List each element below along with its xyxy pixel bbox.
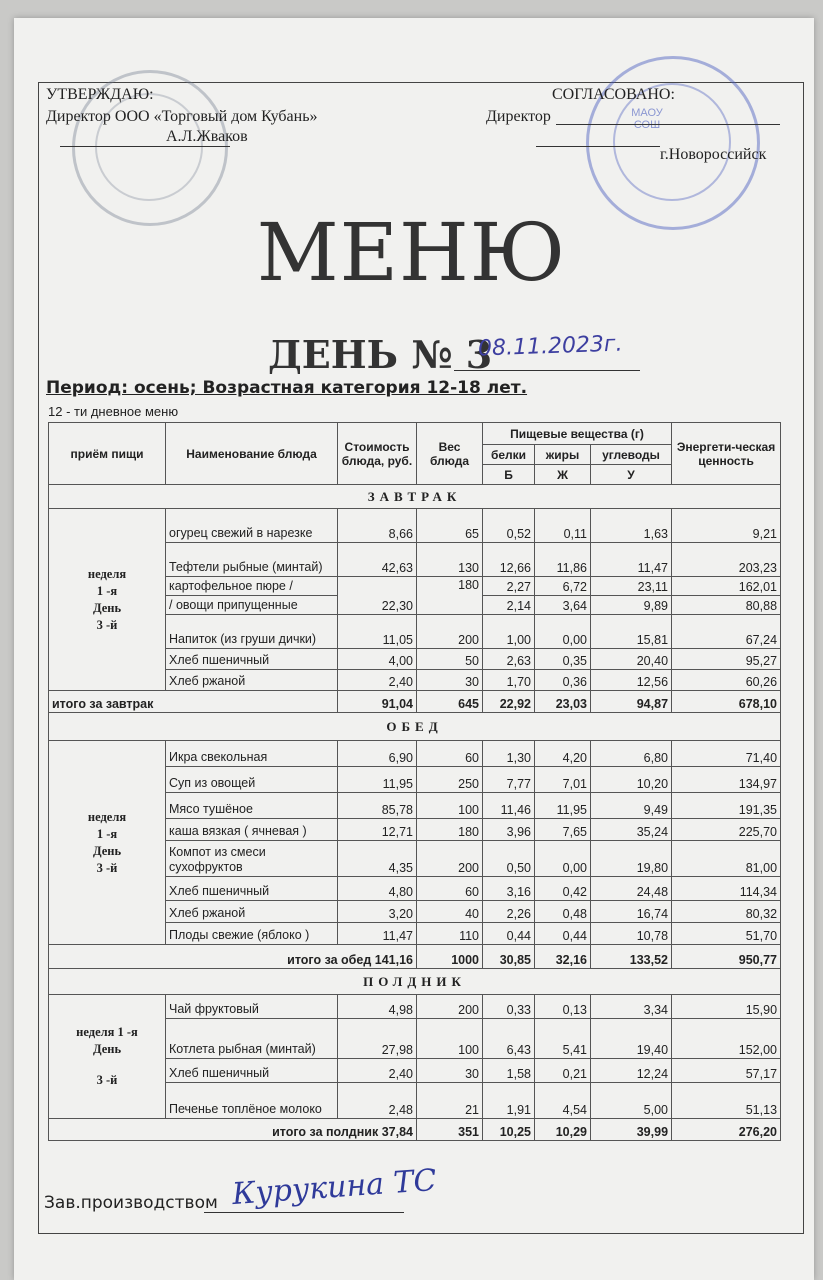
table-row: Напиток (из груши дички) 11,05 200 1,00 0,00 15,81 67,24 [49,615,781,649]
header-fat: жиры [535,445,591,465]
footer-label: Зав.производством [44,1193,218,1213]
table-row: неделя 1 -я День 3 -й огурец свежий в нарезке 8,66 65 0,52 0,11 1,63 9,21 [49,509,781,543]
day-label: ДЕНЬ № 3 [268,332,493,377]
table-row: Котлета рыбная (минтай) 27,98 100 6,43 5,41 19,40 152,00 [49,1019,781,1059]
meal-label-breakfast: неделя 1 -я День 3 -й [49,509,166,691]
section-lunch: ОБЕД [49,713,781,741]
table-row: Хлеб ржаной 2,40 30 1,70 0,36 12,56 60,26 [49,670,781,691]
agree-label: СОГЛАСОВАНО: [552,86,675,103]
page-title: МЕНЮ [256,206,567,299]
meal-label-lunch: неделя 1 -я День 3 -й [49,741,166,945]
agree-city: г.Новороссийск [660,146,767,163]
header-carbs: углеводы [591,445,672,465]
school-stamp [586,56,760,230]
header-weight: Вес блюда [417,423,483,485]
header-meal: приём пищи [49,423,166,485]
total-row-breakfast: итого за завтрак 91,04 645 22,92 23,03 94,87 678,10 [49,691,781,713]
handwritten-signature: Курукина ТС [231,1162,438,1213]
approve-role: Директор ООО «Торговый дом Кубань» [46,108,318,125]
header-energy: Энергети-ческая ценность [672,423,781,485]
total-row-snack: итого за полдник 37,84 351 10,25 10,29 39,99 276,20 [49,1119,781,1141]
table-row: Тефтели рыбные (минтай) 42,63 130 12,66 11,86 11,47 203,23 [49,543,781,577]
table-row: Хлеб ржаной 3,20 40 2,26 0,48 16,74 80,32 [49,901,781,923]
menu-cycle: 12 - ти дневное меню [48,404,179,419]
menu-table [48,422,781,1141]
table-row: Плоды свежие (яблоко ) 11,47 110 0,44 0,44 10,78 51,70 [49,923,781,945]
school-stamp-text: МАОУ СОШ [631,107,663,131]
header-protein-short: Б [483,465,535,485]
table-row: Хлеб пшеничный 2,40 30 1,58 0,21 12,24 57,17 [49,1059,781,1083]
section-breakfast: ЗАВТРАК [49,485,781,509]
total-row-lunch: итого за обед 141,16 1000 30,85 32,16 133,52 950,77 [49,945,781,969]
header-protein: белки [483,445,535,465]
section-snack: ПОЛДНИК [49,969,781,995]
header-cost: Стоимость блюда, руб. [338,423,417,485]
period-line: Период: осень; Возрастная категория 12-18 лет. [46,378,528,398]
table-row: Суп из овощей 11,95 250 7,77 7,01 10,20 134,97 [49,767,781,793]
header-dish: Наименование блюда [166,423,338,485]
table-row: Хлеб пшеничный 4,00 50 2,63 0,35 20,40 95,27 [49,649,781,670]
table-row: неделя 1 -я День 3 -й Икра свекольная 6,90 60 1,30 4,20 6,80 71,40 [49,741,781,767]
meal-label-snack: неделя 1 -я День 3 -й [49,995,166,1119]
header-fat-short: Ж [535,465,591,485]
table-row: / овощи припущенные 2,14 3,64 9,89 80,88 [49,596,781,615]
table-row: Мясо тушёное 85,78 100 11,46 11,95 9,49 191,35 [49,793,781,819]
table-row: Хлеб пшеничный 4,80 60 3,16 0,42 24,48 114,34 [49,877,781,901]
header-carbs-short: У [591,465,672,485]
approve-label: УТВЕРЖДАЮ: [46,86,154,103]
agree-role: Директор [486,108,551,125]
table-row: картофельное пюре / 22,30 180 2,27 6,72 23,11 162,01 [49,577,781,596]
table-row: каша вязкая ( ячневая ) 12,71 180 3,96 7,65 35,24 225,70 [49,819,781,841]
day-date-handwritten: 08.11.2023г. [477,331,623,362]
table-row: Печенье топлёное молоко 2,48 21 1,91 4,54 5,00 51,13 [49,1083,781,1119]
table-row: Компот из смеси сухофруктов 4,35 200 0,50 0,00 19,80 81,00 [49,841,781,877]
table-row: неделя 1 -я День 3 -й Чай фруктовый 4,98 200 0,33 0,13 3,34 15,90 [49,995,781,1019]
approve-name: А.Л.Жваков [166,128,248,145]
header-nutrients: Пищевые вещества (г) [483,423,672,445]
